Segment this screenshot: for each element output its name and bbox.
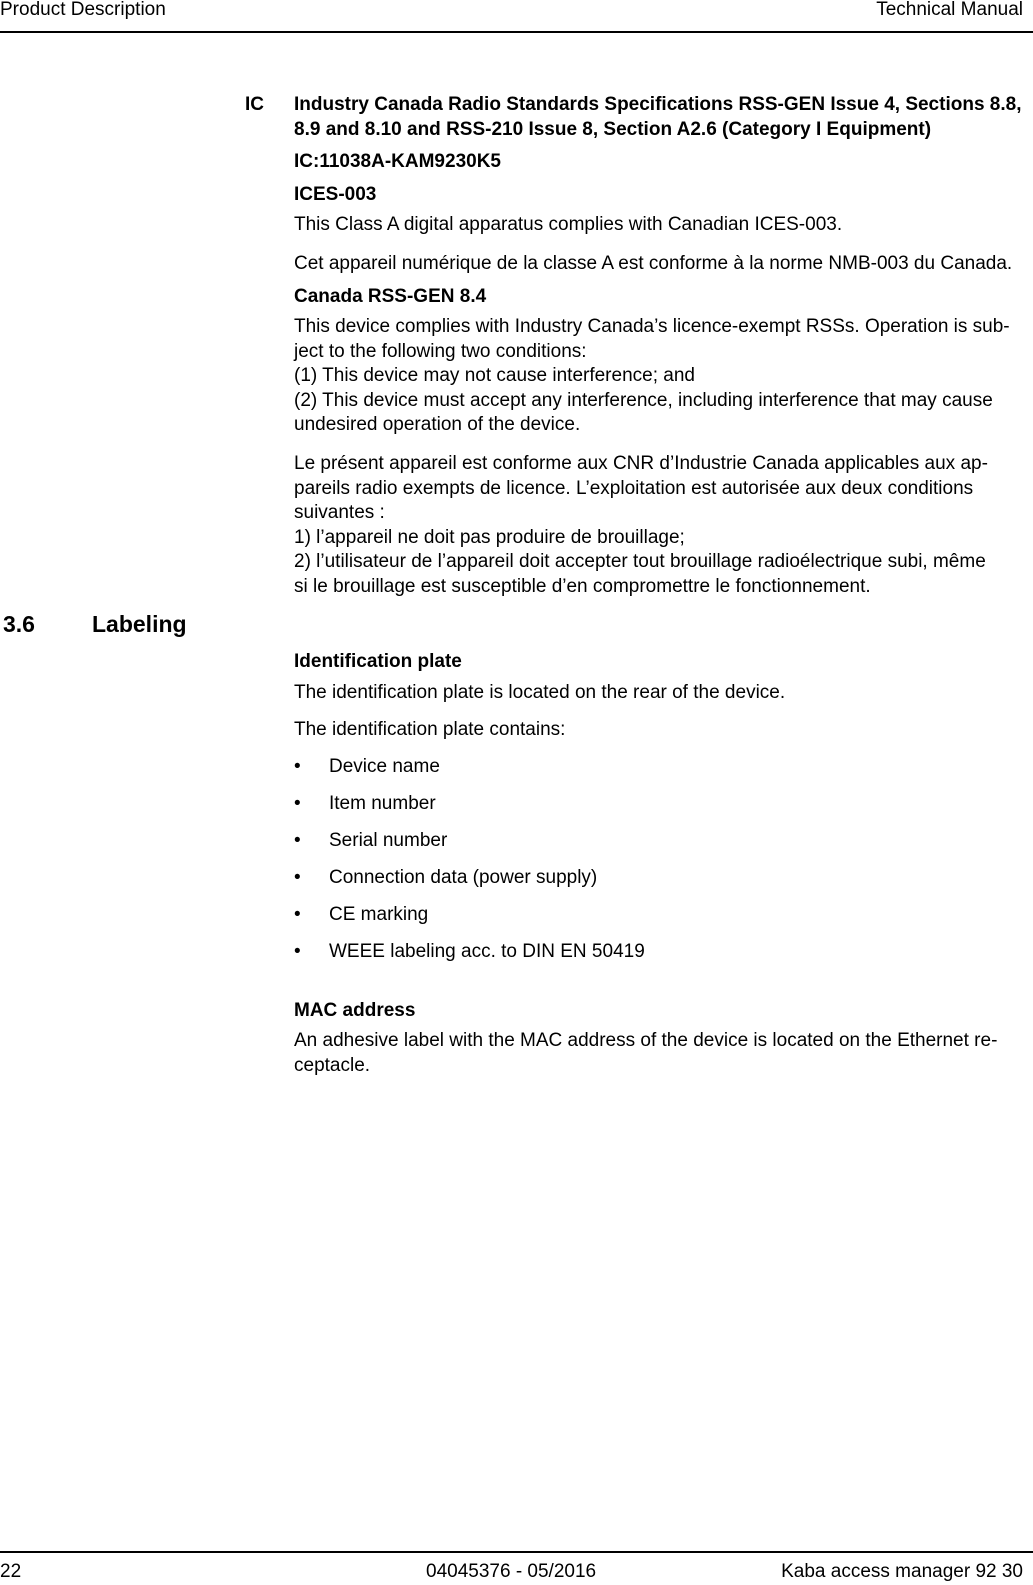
list-item-text: Device name bbox=[329, 756, 440, 777]
list-item-text: CE marking bbox=[329, 904, 429, 925]
ices-text-en: This Class A digital apparatus complies with Canadian ICES-003. bbox=[294, 214, 843, 235]
bullet-icon: • bbox=[294, 793, 301, 814]
list-item-text: Serial number bbox=[329, 830, 448, 851]
list-item-text: Connection data (power supply) bbox=[329, 867, 598, 888]
rss-en-line: ject to the following two conditions: bbox=[294, 340, 587, 362]
bullet-icon: • bbox=[294, 904, 301, 925]
rss-en-line: (2) This device must accept any interference, including interference that may cause bbox=[294, 389, 993, 411]
id-plate-contains: The identification plate contains: bbox=[294, 719, 566, 740]
id-plate-location: The identification plate is located on the rear of the device. bbox=[294, 682, 786, 703]
ices-heading: ICES-003 bbox=[294, 184, 377, 205]
mac-heading: MAC address bbox=[294, 1000, 416, 1021]
rss-en-line: undesired operation of the device. bbox=[294, 414, 581, 435]
header-document-title: Technical Manual bbox=[876, 0, 1023, 20]
mac-text-line: ceptacle. bbox=[294, 1054, 371, 1076]
bullet-icon: • bbox=[294, 830, 301, 851]
ic-tag: IC bbox=[245, 94, 264, 115]
list-item-text: Item number bbox=[329, 793, 436, 814]
product-name: Kaba access manager 92 30 bbox=[781, 1561, 1023, 1582]
rss-fr-line: suivantes : bbox=[294, 502, 385, 523]
rss-en-line: This device complies with Industry Canada’s licence-exempt RSSs. Operation is sub- bbox=[294, 316, 1010, 337]
rss-heading: Canada RSS-GEN 8.4 bbox=[294, 286, 487, 307]
bullet-icon: • bbox=[294, 941, 301, 962]
mac-paragraph bbox=[294, 1029, 1022, 1078]
rss-paragraph-fr bbox=[294, 452, 1022, 599]
section-title: Labeling bbox=[92, 611, 187, 637]
rss-fr-line: 1) l’appareil ne doit pas produire de brouillage; bbox=[294, 526, 685, 548]
rss-paragraph-en bbox=[294, 315, 1022, 438]
section-number: 3.6 bbox=[3, 611, 35, 637]
mac-text-line: An adhesive label with the MAC address of the device is located on the Ethernet re- bbox=[294, 1030, 998, 1051]
rss-fr-line: Le présent appareil est conforme aux CNR d’Industrie Canada applicables aux ap- bbox=[294, 453, 988, 474]
footer-rule bbox=[0, 1551, 1033, 1553]
ic-title-line1: Industry Canada Radio Standards Specifications RSS-GEN Issue 4, Sections 8.8, bbox=[294, 94, 1022, 115]
bullet-icon: • bbox=[294, 867, 301, 888]
page-number: 22 bbox=[0, 1561, 22, 1582]
ic-title-line2: 8.9 and 8.10 and RSS-210 Issue 8, Section A2.6 (Category I Equipment) bbox=[294, 119, 932, 140]
header-rule bbox=[0, 31, 1033, 33]
document-number: 04045376 - 05/2016 bbox=[426, 1561, 597, 1582]
id-plate-heading: Identification plate bbox=[294, 651, 462, 672]
bullet-icon: • bbox=[294, 756, 301, 777]
rss-fr-line: si le brouillage est susceptible d’en compromettre le fonctionnement. bbox=[294, 575, 871, 597]
ices-text-fr: Cet appareil numérique de la classe A est conforme à la norme NMB-003 du Canada. bbox=[294, 253, 1013, 274]
list-item-text: WEEE labeling acc. to DIN EN 50419 bbox=[329, 941, 645, 962]
rss-fr-line: pareils radio exempts de licence. L’exploitation est autorisée aux deux conditions bbox=[294, 477, 974, 499]
rss-en-line: (1) This device may not cause interference; and bbox=[294, 365, 695, 386]
rss-fr-line: 2) l’utilisateur de l’appareil doit accepter tout brouillage radioélectrique subi, même bbox=[294, 551, 986, 572]
ic-number: IC:11038A-KAM9230K5 bbox=[294, 151, 501, 172]
header-section-title: Product Description bbox=[0, 0, 166, 20]
